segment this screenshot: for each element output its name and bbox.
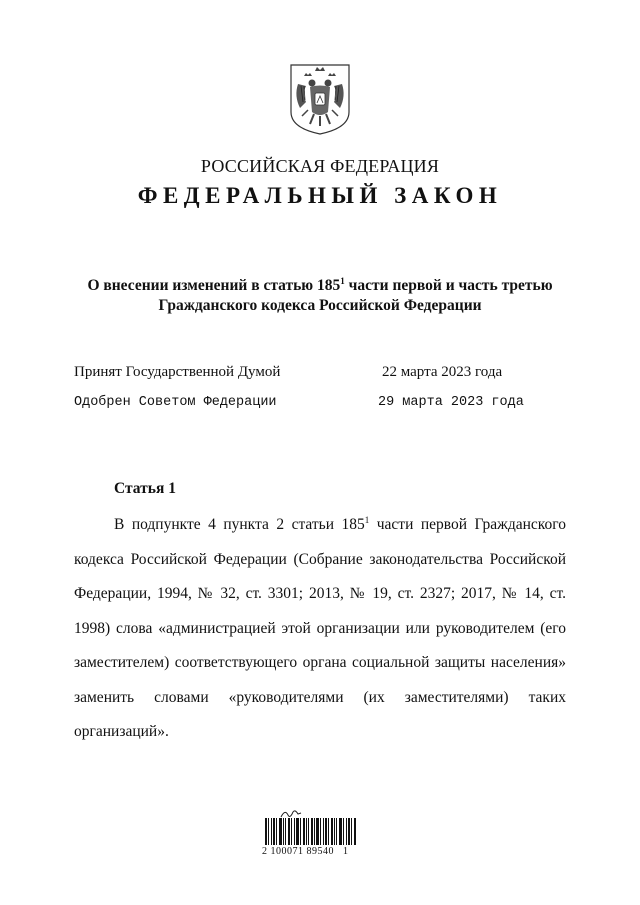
duma-adoption-label: Принят Государственной Думой bbox=[74, 364, 281, 380]
article-text-start: В подпункте 4 пункта 2 статьи 185 bbox=[114, 516, 365, 533]
document-type-title: ФЕДЕРАЛЬНЫЙ ЗАКОН bbox=[137, 183, 503, 208]
subject-line-2: Гражданского кодекса Российской Федерации bbox=[158, 297, 482, 314]
article-paragraph bbox=[74, 508, 566, 750]
subject-text-end: части первой и часть третью bbox=[344, 277, 553, 294]
coat-of-arms-icon bbox=[288, 62, 352, 136]
subject-superscript: 1 bbox=[340, 276, 345, 286]
law-subject-title bbox=[60, 276, 580, 316]
council-approval-label: Одобрен Советом Федерации bbox=[74, 395, 277, 410]
duma-adoption-date: 22 марта 2023 года bbox=[382, 364, 503, 380]
article-text-end: части первой Гражданского кодекса Российской Федерации (Собрание законодательства Российской Федерации, 1994, № 32, ст. 3301; 2013, № 19, ст. 2327; 2017, № 14, ст. 1998) слова «администрацией этой организации или руководителем (его заместителем) соответствующего органа социальной защиты населения» заменить словами «руководителями (их заместителями) таких организаций». bbox=[74, 516, 566, 740]
barcode-number: 2 100071 89540 1 bbox=[262, 846, 349, 857]
article-superscript: 1 bbox=[364, 515, 370, 525]
council-approval-date: 29 марта 2023 года bbox=[378, 395, 524, 410]
article-title: Статья 1 bbox=[114, 480, 176, 497]
country-name: РОССИЙСКАЯ ФЕДЕРАЦИЯ bbox=[200, 156, 440, 176]
subject-text-start: О внесении изменений в статью 185 bbox=[87, 277, 341, 294]
